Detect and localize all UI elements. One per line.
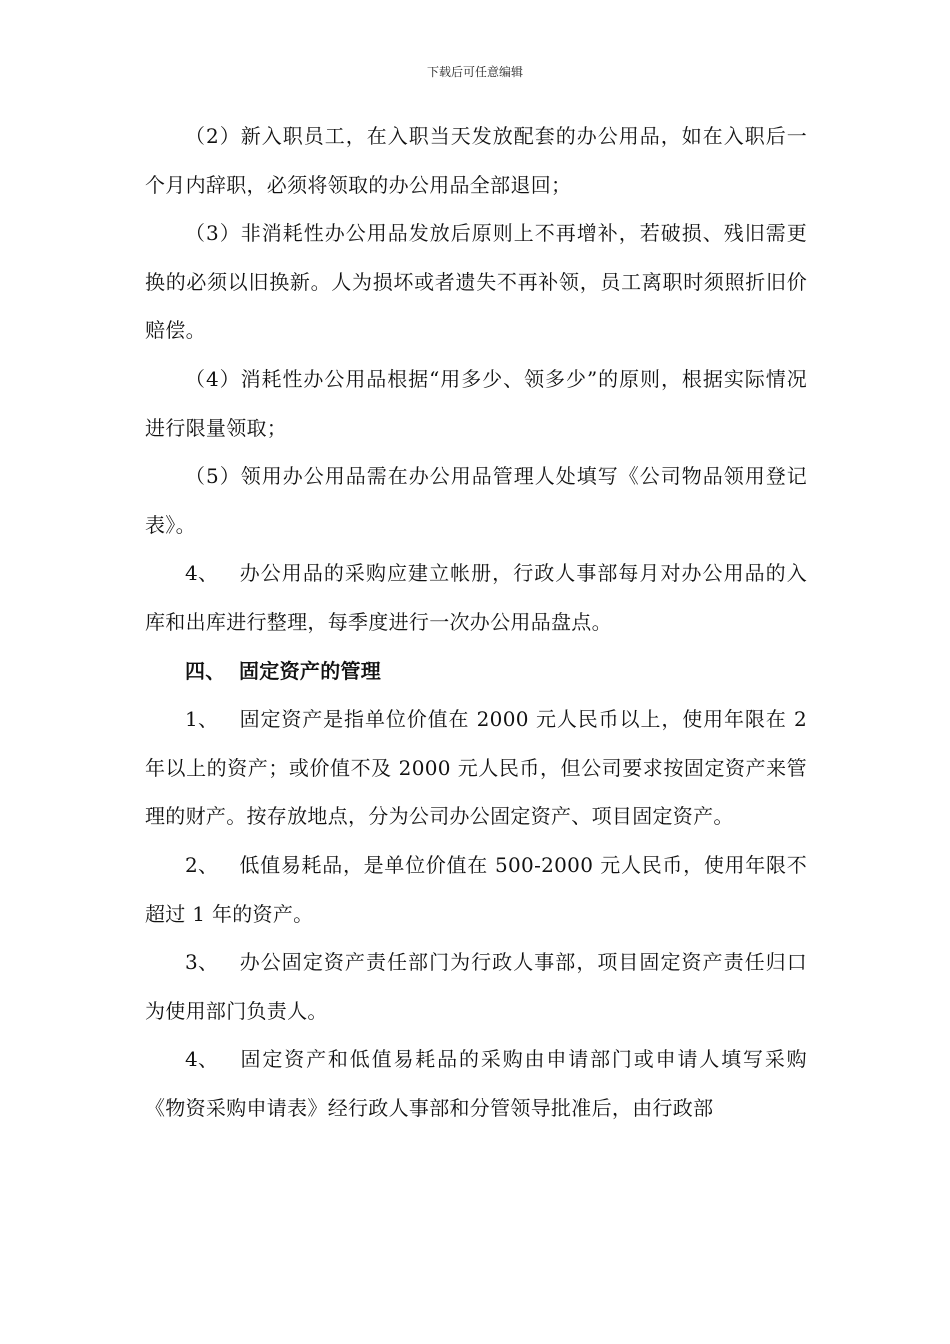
section-item-4-text: 固定资产和低值易耗品的采购由申请部门或申请人填写采购《物资采购申请表》经行政人事部和分管领导批准后，由行政部 [145,1047,807,1120]
section-item-3 [145,938,807,1035]
item-4-number: 4、 [185,561,219,586]
section-item-2 [145,841,807,938]
paragraph-4: （4）消耗性办公用品根据“用多少、领多少”的原则，根据实际情况进行限量领取； [145,366,807,440]
section-item-1-number: 1、 [185,707,219,732]
page-header: 下载后可任意编辑 [426,65,523,79]
section-item-3-number: 3、 [185,950,219,975]
section-item-1-text: 固定资产是指单位价值在 2000 元人民币以上，使用年限在 2 年以上的资产；或价值不及 2000 元人民币，但公司要求按固定资产来管理的财产。按存放地点，分为公司办公固定资产、项目固定资产。 [145,707,807,829]
section-heading [145,647,807,696]
document-body [145,112,807,1132]
section-item-1 [145,695,807,841]
section-item-3-text: 办公固定资产责任部门为行政人事部，项目固定资产责任归口为使用部门负责人。 [145,950,807,1023]
section-item-2-number: 2、 [185,852,219,877]
paragraph-3: （3）非消耗性办公用品发放后原则上不再增补，若破损、残旧需更换的必须以旧换新。人为损坏或者遗失不再补领，员工离职时须照折旧价赔偿。 [145,221,807,343]
section-item-4 [145,1035,807,1132]
section-item-4-number: 4、 [185,1047,219,1072]
item-4 [145,549,807,646]
paragraph-5: （5）领用办公用品需在办公用品管理人处填写《公司物品领用登记表》。 [145,464,807,537]
section-number: 四、 [185,658,226,683]
item-4-text: 办公用品的采购应建立帐册，行政人事部每月对办公用品的入库和出库进行整理，每季度进行一次办公用品盘点。 [145,561,807,634]
section-title: 固定资产的管理 [239,658,382,683]
paragraph-2: （2）新入职员工，在入职当天发放配套的办公用品，如在入职后一个月内辞职，必须将领取的办公用品全部退回； [145,124,807,197]
section-item-2-text: 低值易耗品，是单位价值在 500-2000 元人民币，使用年限不超过 1 年的资产。 [145,852,807,926]
